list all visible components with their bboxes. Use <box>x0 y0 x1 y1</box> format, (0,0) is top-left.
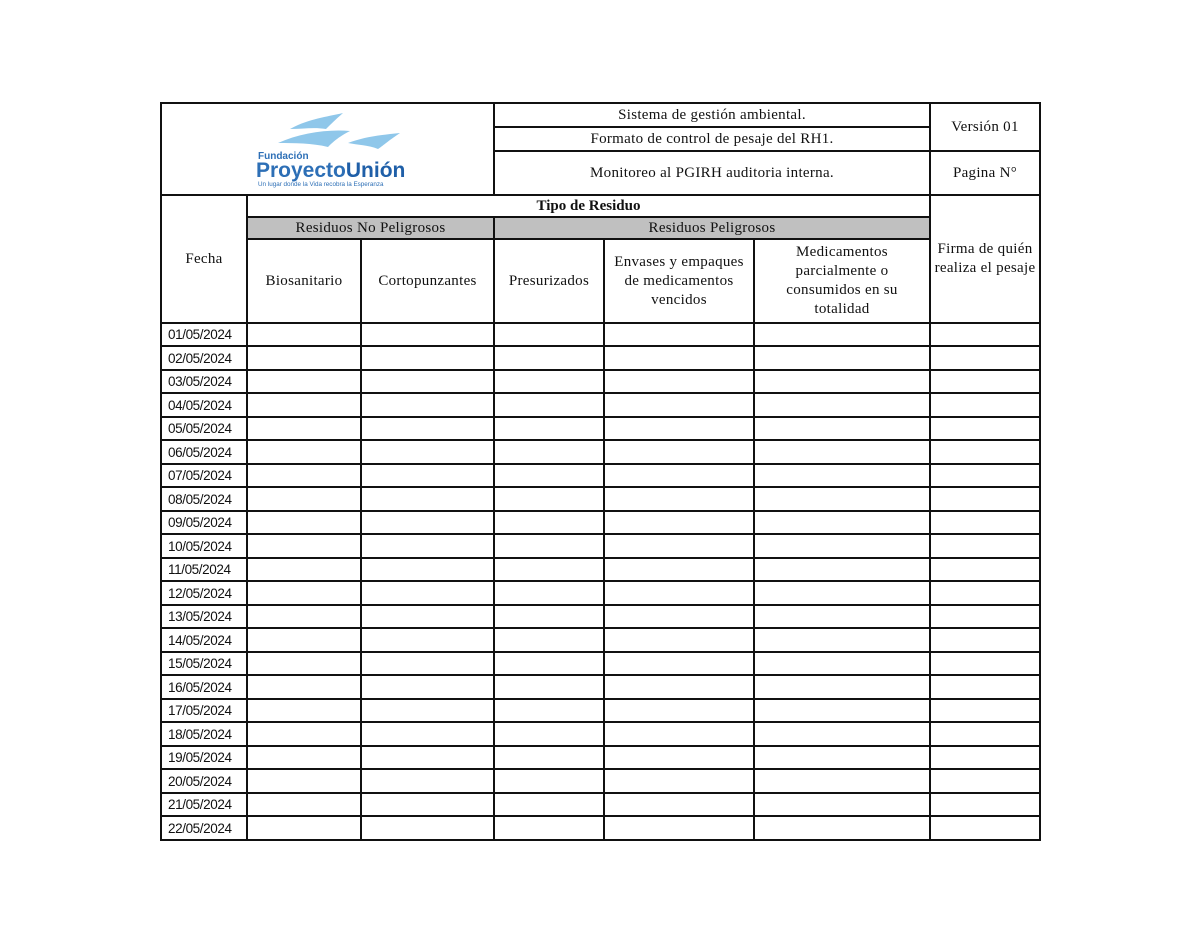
presurizados-entry-cell[interactable] <box>494 440 604 464</box>
presurizados-entry-cell[interactable] <box>494 769 604 793</box>
logo-tagline: Un lugar donde la Vida recobra la Esperanza <box>257 181 384 188</box>
firma-entry-cell[interactable] <box>930 370 1040 393</box>
firma-entry-cell[interactable] <box>930 393 1040 417</box>
biosanitario-entry-cell[interactable] <box>247 722 361 746</box>
table-row <box>161 558 1040 581</box>
envases-entry-cell[interactable] <box>604 534 754 558</box>
medicamentos-entry-cell[interactable] <box>754 323 930 346</box>
cortopunzantes-entry-cell[interactable] <box>361 746 494 769</box>
date-cell: 21/05/2024 <box>161 793 247 816</box>
presurizados-entry-cell[interactable] <box>494 628 604 652</box>
table-row <box>161 534 1040 558</box>
date-cell: 05/05/2024 <box>161 417 247 440</box>
firma-entry-cell[interactable] <box>930 487 1040 511</box>
medicamentos-entry-cell[interactable] <box>754 558 930 581</box>
firma-entry-cell[interactable] <box>930 323 1040 346</box>
date-cell: 11/05/2024 <box>161 558 247 581</box>
table-row <box>161 652 1040 675</box>
date-cell: 07/05/2024 <box>161 464 247 487</box>
presurizados-entry-cell[interactable] <box>494 746 604 769</box>
biosanitario-entry-cell[interactable] <box>247 605 361 628</box>
firma-entry-cell[interactable] <box>930 581 1040 605</box>
medicamentos-entry-cell[interactable] <box>754 346 930 370</box>
cortopunzantes-entry-cell[interactable] <box>361 581 494 605</box>
firma-entry-cell[interactable] <box>930 628 1040 652</box>
firma-entry-cell[interactable] <box>930 675 1040 699</box>
medicamentos-entry-cell[interactable] <box>754 487 930 511</box>
presurizados-entry-cell[interactable] <box>494 722 604 746</box>
cortopunzantes-entry-cell[interactable] <box>361 511 494 534</box>
firma-entry-cell[interactable] <box>930 722 1040 746</box>
header-version: Versión 01 <box>930 103 1040 151</box>
biosanitario-entry-cell[interactable] <box>247 511 361 534</box>
table-row <box>161 675 1040 699</box>
firma-entry-cell[interactable] <box>930 746 1040 769</box>
medicamentos-entry-cell[interactable] <box>754 699 930 722</box>
presurizados-entry-cell[interactable] <box>494 370 604 393</box>
biosanitario-entry-cell[interactable] <box>247 323 361 346</box>
firma-entry-cell[interactable] <box>930 511 1040 534</box>
biosanitario-entry-cell[interactable] <box>247 769 361 793</box>
medicamentos-entry-cell[interactable] <box>754 816 930 840</box>
biosanitario-entry-cell[interactable] <box>247 581 361 605</box>
medicamentos-entry-cell[interactable] <box>754 581 930 605</box>
date-cell: 02/05/2024 <box>161 346 247 370</box>
cortopunzantes-entry-cell[interactable] <box>361 440 494 464</box>
envases-entry-cell[interactable] <box>604 722 754 746</box>
cortopunzantes-entry-cell[interactable] <box>361 628 494 652</box>
envases-entry-cell[interactable] <box>604 816 754 840</box>
table-row <box>161 417 1040 440</box>
medicamentos-entry-cell[interactable] <box>754 464 930 487</box>
envases-entry-cell[interactable] <box>604 464 754 487</box>
non-hazardous-waste-header: Residuos No Peligrosos <box>247 217 494 239</box>
logo-small-text: Fundación <box>257 151 309 162</box>
table-row <box>161 370 1040 393</box>
header-monitoring: Monitoreo al PGIRH auditoria interna. <box>494 151 930 195</box>
cortopunzantes-entry-cell[interactable] <box>361 417 494 440</box>
table-row <box>161 440 1040 464</box>
envases-entry-cell[interactable] <box>604 699 754 722</box>
cortopunzantes-entry-cell[interactable] <box>361 675 494 699</box>
presurizados-entry-cell[interactable] <box>494 534 604 558</box>
firma-entry-cell[interactable] <box>930 793 1040 816</box>
fundacion-proyecto-union-logo <box>164 105 491 193</box>
medicamentos-entry-cell[interactable] <box>754 746 930 769</box>
medicamentos-entry-cell[interactable] <box>754 722 930 746</box>
cortopunzantes-entry-cell[interactable] <box>361 793 494 816</box>
presurizados-entry-cell[interactable] <box>494 558 604 581</box>
medicamentos-entry-cell[interactable] <box>754 675 930 699</box>
presurizados-entry-cell[interactable] <box>494 323 604 346</box>
envases-entry-cell[interactable] <box>604 581 754 605</box>
table-row <box>161 393 1040 417</box>
firma-entry-cell[interactable] <box>930 816 1040 840</box>
birds-icon <box>278 113 400 149</box>
envases-entry-cell[interactable] <box>604 558 754 581</box>
biosanitario-entry-cell[interactable] <box>247 464 361 487</box>
table-row <box>161 816 1040 840</box>
medicamentos-entry-cell[interactable] <box>754 370 930 393</box>
date-cell: 08/05/2024 <box>161 487 247 511</box>
date-cell: 20/05/2024 <box>161 769 247 793</box>
envases-entry-cell[interactable] <box>604 417 754 440</box>
signature-column-header: Firma de quién realiza el pesaje <box>930 195 1040 323</box>
table-row <box>161 581 1040 605</box>
medicamentos-entry-cell[interactable] <box>754 534 930 558</box>
date-cell: 03/05/2024 <box>161 370 247 393</box>
presurizados-entry-cell[interactable] <box>494 699 604 722</box>
header-system: Sistema de gestión ambiental. <box>494 103 930 127</box>
date-cell: 10/05/2024 <box>161 534 247 558</box>
firma-entry-cell[interactable] <box>930 699 1040 722</box>
table-row <box>161 605 1040 628</box>
presurizados-entry-cell[interactable] <box>494 346 604 370</box>
biosanitario-entry-cell[interactable] <box>247 652 361 675</box>
biosanitario-entry-cell[interactable] <box>247 487 361 511</box>
biosanitario-entry-cell[interactable] <box>247 534 361 558</box>
table-row <box>161 487 1040 511</box>
column-header-medicamentos: Medicamentos parcialmente o consumidos en su totalidad <box>754 239 930 323</box>
envases-entry-cell[interactable] <box>604 346 754 370</box>
cortopunzantes-entry-cell[interactable] <box>361 816 494 840</box>
cortopunzantes-entry-cell[interactable] <box>361 346 494 370</box>
envases-entry-cell[interactable] <box>604 440 754 464</box>
biosanitario-entry-cell[interactable] <box>247 346 361 370</box>
envases-entry-cell[interactable] <box>604 652 754 675</box>
presurizados-entry-cell[interactable] <box>494 816 604 840</box>
cortopunzantes-entry-cell[interactable] <box>361 652 494 675</box>
medicamentos-entry-cell[interactable] <box>754 393 930 417</box>
firma-entry-cell[interactable] <box>930 605 1040 628</box>
presurizados-entry-cell[interactable] <box>494 464 604 487</box>
date-cell: 14/05/2024 <box>161 628 247 652</box>
biosanitario-entry-cell[interactable] <box>247 675 361 699</box>
presurizados-entry-cell[interactable] <box>494 417 604 440</box>
envases-entry-cell[interactable] <box>604 675 754 699</box>
date-cell: 01/05/2024 <box>161 323 247 346</box>
presurizados-entry-cell[interactable] <box>494 652 604 675</box>
cortopunzantes-entry-cell[interactable] <box>361 370 494 393</box>
presurizados-entry-cell[interactable] <box>494 487 604 511</box>
column-header-envases: Envases y empaques de medicamentos vencidos <box>604 239 754 323</box>
cortopunzantes-entry-cell[interactable] <box>361 323 494 346</box>
medicamentos-entry-cell[interactable] <box>754 628 930 652</box>
table-row <box>161 323 1040 346</box>
cortopunzantes-entry-cell[interactable] <box>361 487 494 511</box>
presurizados-entry-cell[interactable] <box>494 581 604 605</box>
cortopunzantes-entry-cell[interactable] <box>361 393 494 417</box>
table-row <box>161 722 1040 746</box>
medicamentos-entry-cell[interactable] <box>754 511 930 534</box>
column-header-presurizados: Presurizados <box>494 239 604 323</box>
table-row <box>161 746 1040 769</box>
envases-entry-cell[interactable] <box>604 628 754 652</box>
envases-entry-cell[interactable] <box>604 605 754 628</box>
table-row <box>161 793 1040 816</box>
cortopunzantes-entry-cell[interactable] <box>361 722 494 746</box>
firma-entry-cell[interactable] <box>930 534 1040 558</box>
biosanitario-entry-cell[interactable] <box>247 393 361 417</box>
date-cell: 09/05/2024 <box>161 511 247 534</box>
hazardous-waste-header: Residuos Peligrosos <box>494 217 930 239</box>
envases-entry-cell[interactable] <box>604 323 754 346</box>
table-row <box>161 346 1040 370</box>
table-row <box>161 628 1040 652</box>
presurizados-entry-cell[interactable] <box>494 605 604 628</box>
medicamentos-entry-cell[interactable] <box>754 652 930 675</box>
biosanitario-entry-cell[interactable] <box>247 440 361 464</box>
biosanitario-entry-cell[interactable] <box>247 793 361 816</box>
presurizados-entry-cell[interactable] <box>494 675 604 699</box>
firma-entry-cell[interactable] <box>930 440 1040 464</box>
cortopunzantes-entry-cell[interactable] <box>361 699 494 722</box>
date-cell: 12/05/2024 <box>161 581 247 605</box>
biosanitario-entry-cell[interactable] <box>247 558 361 581</box>
biosanitario-entry-cell[interactable] <box>247 746 361 769</box>
date-cell: 06/05/2024 <box>161 440 247 464</box>
envases-entry-cell[interactable] <box>604 511 754 534</box>
table-row <box>161 464 1040 487</box>
firma-entry-cell[interactable] <box>930 558 1040 581</box>
date-cell: 22/05/2024 <box>161 816 247 840</box>
envases-entry-cell[interactable] <box>604 746 754 769</box>
presurizados-entry-cell[interactable] <box>494 793 604 816</box>
column-header-biosanitario: Biosanitario <box>247 239 361 323</box>
firma-entry-cell[interactable] <box>930 769 1040 793</box>
envases-entry-cell[interactable] <box>604 769 754 793</box>
cortopunzantes-entry-cell[interactable] <box>361 464 494 487</box>
biosanitario-entry-cell[interactable] <box>247 628 361 652</box>
firma-entry-cell[interactable] <box>930 417 1040 440</box>
weighing-control-form <box>160 102 1041 841</box>
cortopunzantes-entry-cell[interactable] <box>361 769 494 793</box>
envases-entry-cell[interactable] <box>604 393 754 417</box>
presurizados-entry-cell[interactable] <box>494 511 604 534</box>
date-cell: 17/05/2024 <box>161 699 247 722</box>
waste-type-header: Tipo de Residuo <box>247 195 930 217</box>
table-row <box>161 699 1040 722</box>
cortopunzantes-entry-cell[interactable] <box>361 558 494 581</box>
table-row <box>161 769 1040 793</box>
date-cell: 13/05/2024 <box>161 605 247 628</box>
medicamentos-entry-cell[interactable] <box>754 769 930 793</box>
date-cell: 15/05/2024 <box>161 652 247 675</box>
date-cell: 04/05/2024 <box>161 393 247 417</box>
biosanitario-entry-cell[interactable] <box>247 370 361 393</box>
envases-entry-cell[interactable] <box>604 487 754 511</box>
medicamentos-entry-cell[interactable] <box>754 440 930 464</box>
envases-entry-cell[interactable] <box>604 370 754 393</box>
biosanitario-entry-cell[interactable] <box>247 699 361 722</box>
firma-entry-cell[interactable] <box>930 652 1040 675</box>
table-row <box>161 511 1040 534</box>
medicamentos-entry-cell[interactable] <box>754 793 930 816</box>
cortopunzantes-entry-cell[interactable] <box>361 534 494 558</box>
cortopunzantes-entry-cell[interactable] <box>361 605 494 628</box>
firma-entry-cell[interactable] <box>930 464 1040 487</box>
logo-cell <box>161 103 494 195</box>
firma-entry-cell[interactable] <box>930 346 1040 370</box>
date-column-header: Fecha <box>161 195 247 323</box>
column-header-cortopunzantes: Cortopunzantes <box>361 239 494 323</box>
date-cell: 16/05/2024 <box>161 675 247 699</box>
logo-brand-text: ProyectoUnión <box>255 159 405 182</box>
medicamentos-entry-cell[interactable] <box>754 605 930 628</box>
header-page-number: Pagina N° <box>930 151 1040 195</box>
header-format: Formato de control de pesaje del RH1. <box>494 127 930 151</box>
biosanitario-entry-cell[interactable] <box>247 816 361 840</box>
date-cell: 18/05/2024 <box>161 722 247 746</box>
presurizados-entry-cell[interactable] <box>494 393 604 417</box>
biosanitario-entry-cell[interactable] <box>247 417 361 440</box>
envases-entry-cell[interactable] <box>604 793 754 816</box>
date-cell: 19/05/2024 <box>161 746 247 769</box>
medicamentos-entry-cell[interactable] <box>754 417 930 440</box>
